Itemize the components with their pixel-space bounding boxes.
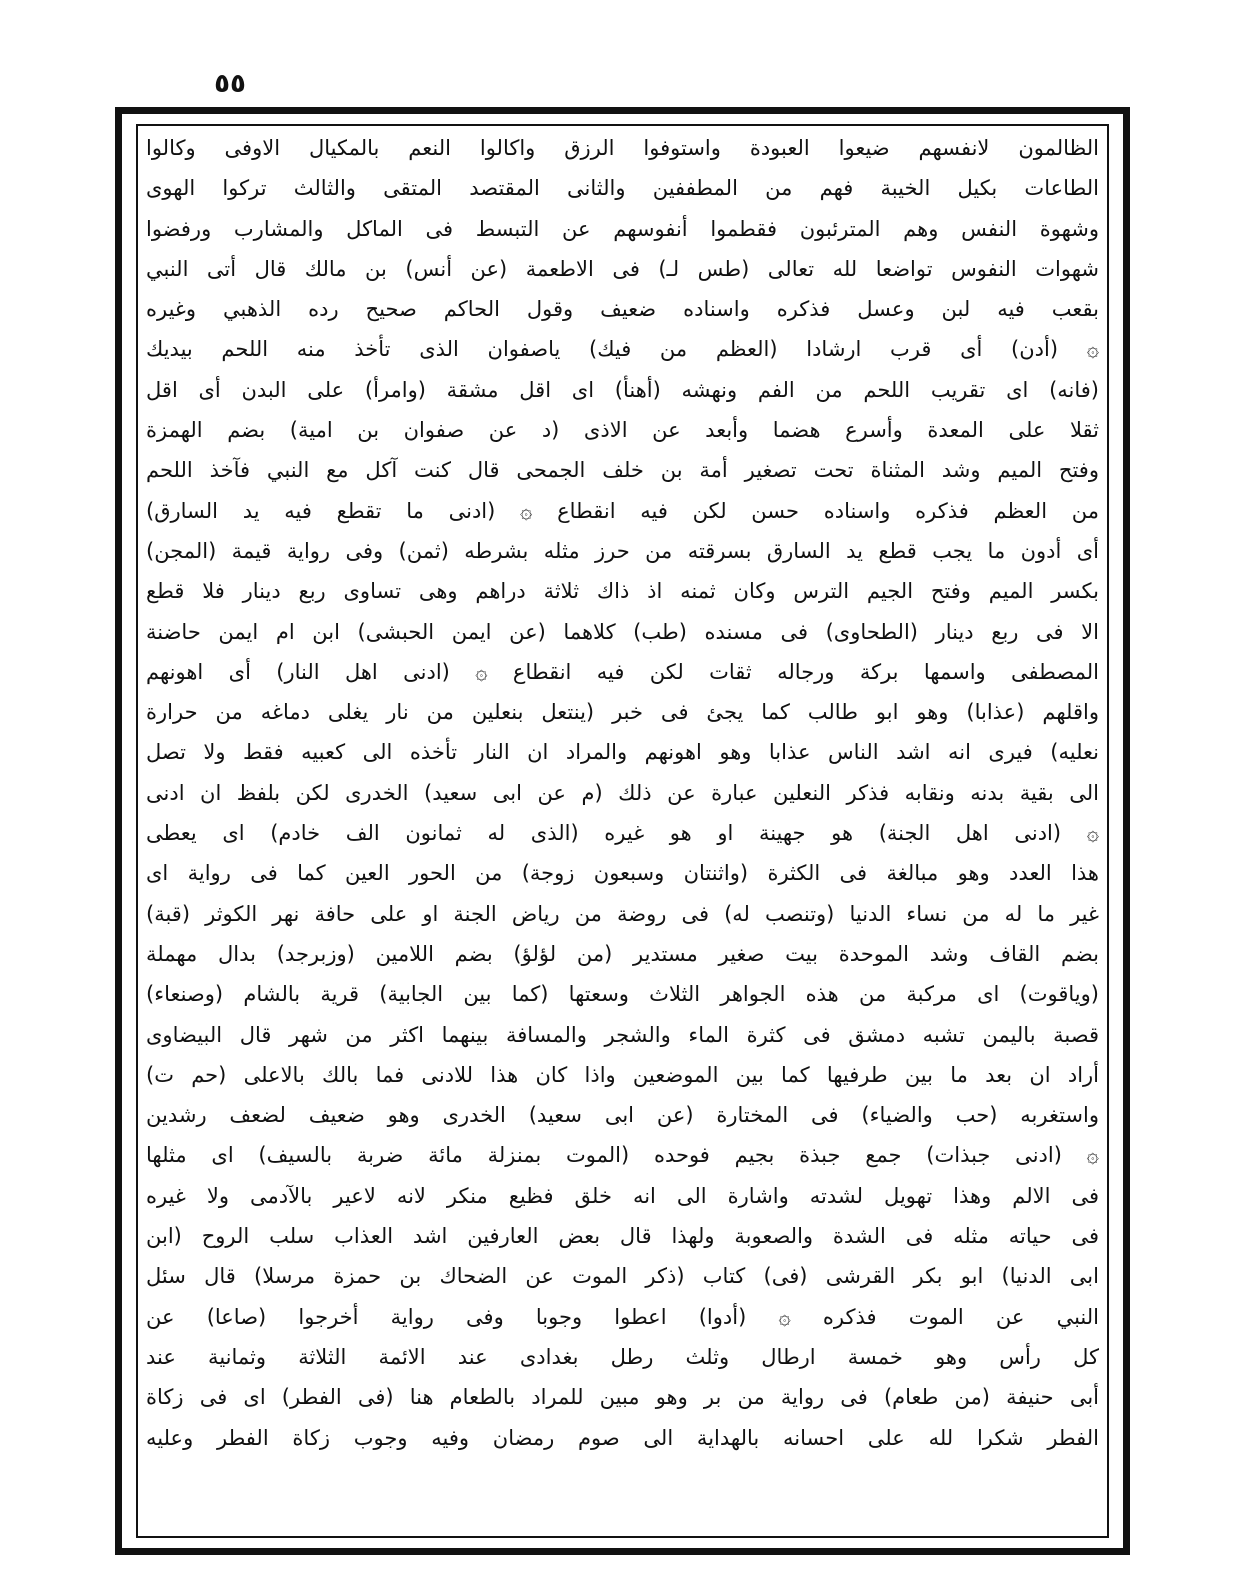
text-line: قصبة باليمن تشبه دمشق فى كثرة الماء والشجر والمسافة بينهما اكثر من شهر قال البيضاوى xyxy=(146,1022,1099,1047)
text-line: الى بقية بدنه ونقابه فذكر النعلين عبارة عن ذلك (م عن ابى سعيد) الخدرى لكن بلفظ ان ادنى xyxy=(146,780,1099,805)
text-line: أى أدون ما يجب قطع يد السارق بسرقته من حرز مثله بشرطه (ثمن) وفى رواية قيمة (المجن) xyxy=(146,538,1099,563)
text-line: فى حياته مثله فى الشدة والصعوبة ولهذا قال بعض العارفين اشد العذاب سلب الروح (ابن xyxy=(146,1224,1099,1249)
text-line: واستغربه (حب والضياء) فى المختارة (عن ابى سعيد) الخدرى وهو ضعيف لضعف رشدين xyxy=(146,1103,1099,1128)
text-line: الظالمون لانفسهم ضيعوا العبودة واستوفوا الرزق واكالوا النعم بالمكيال الاوفى وكالوا xyxy=(146,136,1099,160)
text-line: المصطفى واسمها بركة ورجاله ثقات لكن فيه انقطاع ۞ (ادنى اهل النار) أى اهونهم xyxy=(146,659,1099,684)
text-line: (وياقوت) اى مركبة من هذه الجواهر الثلاث وسعتها (كما بين الجابية) قرية بالشام (وصنعاء) xyxy=(146,982,1099,1007)
text-line: ثقلا على المعدة وأسرع هضما وأبعد عن الاذى (د عن صفوان بن امية) بضم الهمزة xyxy=(146,418,1099,443)
text-line: وشهوة النفس وهم المترئبون فقطموا أنفوسهم عن التبسط فى الماكل والمشارب ورفضوا xyxy=(146,216,1099,241)
text-line: شهوات النفوس تواضعا لله تعالى (طس لـ) فى الاطعمة (عن أنس) بن مالك قال أتى النبي xyxy=(146,256,1099,281)
text-line: واقلهم (عذابا) وهو ابو طالب كما يجئ فى خبر (ينتعل بنعلين من نار يغلى دماغه من حرارة xyxy=(146,700,1099,725)
text-line: (فانه) اى تقريب اللحم من الفم ونهشه (أهنأ) اى اقل مشقة (وامرأ) على البدن أى اقل xyxy=(146,377,1099,402)
text-line: ۞ (ادنى اهل الجنة) هو جهينة او هو غيره (الذى له ثمانون الف خادم) اى يعطى xyxy=(146,821,1099,846)
text-line: الطاعات بكيل الخيبة فهم من المطففين والثانى المقتصد المتقى والثالث تركوا الهوى xyxy=(146,176,1099,201)
text-line: أبى حنيفة (من طعام) فى رواية من بر وهو مبين للمراد بالطعام هنا (فى الفطر) اى فى زكاة xyxy=(146,1385,1099,1410)
text-line: الفطر شكرا لله على احسانه بالهداية الى صوم رمضان وفيه وجوب زكاة الفطر وعليه xyxy=(146,1425,1099,1450)
text-line: بقعب فيه لبن وعسل فذكره واسناده ضعيف وقول الحاكم صحيح رده الذهبي وغيره xyxy=(146,297,1099,322)
text-line: هذا العدد وهو مبالغة فى الكثرة (واثنتان وسبعون زوجة) من الحور العين كما فى رواية اى xyxy=(146,861,1099,886)
page-border-inner xyxy=(136,124,1109,1538)
text-line: وفتح الميم وشد المثناة تحت تصغير أمة بن خلف الجمحى قال كنت آكل مع النبي فآخذ اللحم xyxy=(146,458,1099,483)
text-line: بضم القاف وشد الموحدة بيت صغير مستدير (من لؤلؤ) بضم اللامين (وزبرجد) بدال مهملة xyxy=(146,941,1099,966)
text-line: ۞ (أدن) أى قرب ارشادا (العظم من فيك) ياصفوان الذى تأخذ منه اللحم بيديك xyxy=(146,337,1099,362)
text-line: ۞ (ادنى جبذات) جمع جبذة بجيم فوحده (الموت بمنزلة مائة ضربة بالسيف) اى مثلها xyxy=(146,1143,1099,1168)
text-line: النبي عن الموت فذكره ۞ (أدوا) اعطوا وجوبا وفى رواية أخرجوا (صاعا) عن xyxy=(146,1304,1099,1329)
page-border-outer xyxy=(115,107,1130,1555)
text-line: فى الالم وهذا تهويل لشدته واشارة الى انه خلق فظيع منكر لانه لاعير بالآدمى ولا غيره xyxy=(146,1183,1099,1208)
text-line: أراد ان بعد ما بين طرفيها كما بين الموضعين واذا كان هذا للادنى فما بالك بالاعلى (حم ت) xyxy=(146,1062,1099,1087)
main-text-block xyxy=(146,128,1099,1534)
text-line: كل رأس وهو خمسة ارطال وثلث رطل بغدادى عند الائمة الثلاثة وثمانية عند xyxy=(146,1344,1099,1369)
text-line: بكسر الميم وفتح الجيم الترس وكان ثمنه اذ ذاك ثلاثة دراهم وهى تساوى ربع دينار فلا قطع xyxy=(146,579,1099,604)
text-line: نعليه) فيرى انه اشد الناس عذابا وهو اهونهم والمراد ان النار تأخذه الى كعبيه فقط ولا تصل xyxy=(146,740,1099,765)
text-line: الا فى ربع دينار (الطحاوى) فى مسنده (طب) كلاهما (عن ايمن الحبشى) ابن ام ايمن حاضنة xyxy=(146,619,1099,644)
page-number: ٥٥ xyxy=(214,69,246,99)
text-line: غير ما له من نساء الدنيا (وتنصب له) فى روضة من رياض الجنة او على حافة نهر الكوثر (قبة) xyxy=(146,901,1099,926)
text-line: من العظم فذكره واسناده حسن لكن فيه انقطاع ۞ (ادنى ما تقطع فيه يد السارق) xyxy=(146,498,1099,523)
text-line: ابى الدنيا) ابو بكر القرشى (فى) كتاب (ذكر الموت عن الضحاك بن حمزة مرسلا) قال سئل xyxy=(146,1264,1099,1289)
